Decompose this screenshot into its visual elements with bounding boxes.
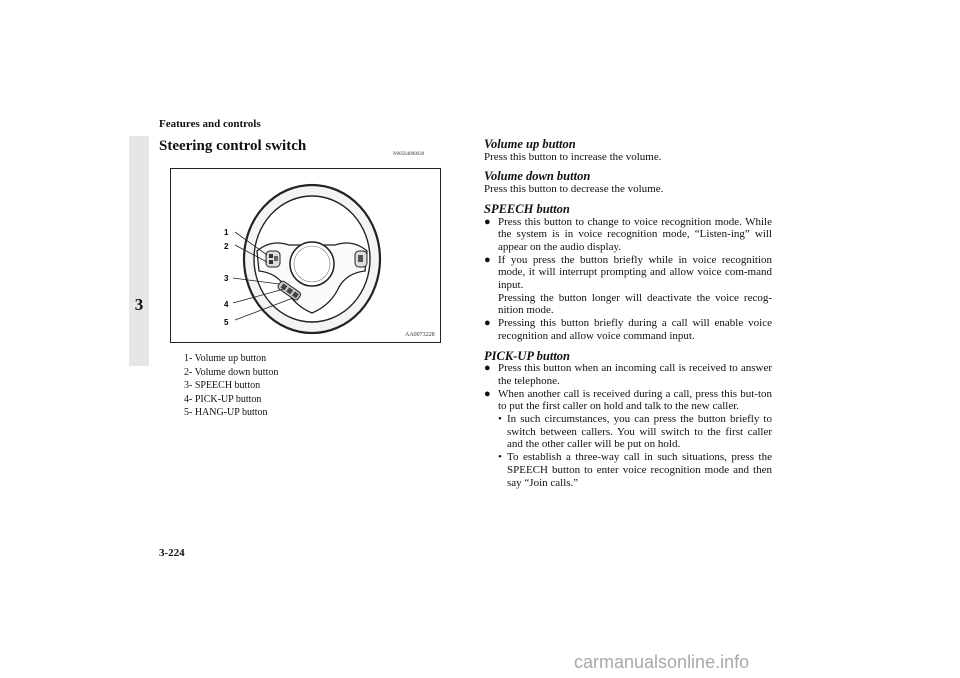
callout-2: 2 [224,242,229,251]
heading-volume-down: Volume down button [484,169,591,184]
pickup-sub-2: • To establish a three-way call in such situations, press the SPEECH button to enter voice recognition mode and then say “Join calls.” [498,451,772,489]
callout-5: 5 [224,318,229,327]
callout-4: 4 [224,300,229,309]
volume-down-text: Press this button to decrease the volume. [484,183,664,196]
pickup-sub-1: • In such circumstances, you can press the button briefly to switch between callers. You will switch to the first caller and the other caller will be put on hold. [498,413,772,451]
legend-item: 5- HANG-UP button [184,407,268,419]
doc-code: N00564000030 [393,152,425,157]
heading-pickup: PICK-UP button [484,348,571,363]
callout-3: 3 [224,274,229,283]
speech-bullet-1: ● Press this button to change to voice recognition mode. While the system is in voice recognition mode, “Listen-ing” will appear on the audio display. [484,215,772,253]
bullet-icon: ● [484,317,491,330]
bullet-icon: ● [484,362,491,375]
legend-item: 1- Volume up button [184,353,267,364]
pickup-bullet-2: ● When another call is received during a call, press this but-ton to put the first caller on hold and talk to the new caller. [484,387,772,413]
callout-1: 1 [224,228,229,237]
chapter-tab [129,136,149,366]
steering-wheel-illustration [171,169,440,342]
watermark: carmanualsonline.info [574,652,750,672]
speech-bullet-2: ● If you press the button briefly while in voice recognition mode, it will interrupt prompting and allow voice com-mand input. Pressing the button longer will deactivate the voice recog-nition mode. [484,253,772,317]
pickup-bullet-1: ● Press this button when an incoming call is received to answer the telephone. [484,362,772,387]
figure-id: AA0073228 [405,332,435,338]
page-title: Steering control switch [159,138,307,154]
figure-legend [184,352,278,420]
legend-item: 3- SPEECH button [184,380,261,392]
speech-bullet-3: ● Pressing this button briefly during a call will enable voice recognition and allow voice command input. [484,317,772,342]
sub-bullet-icon: • [498,413,502,426]
steering-wheel-figure [170,168,441,343]
legend-item: 4- PICK-UP button [184,393,262,405]
bullet-icon: ● [484,387,491,400]
page-number: 3-224 [159,547,185,559]
heading-volume-up: Volume up button [484,137,576,151]
bullet-icon: ● [484,253,491,266]
legend-item: 2- Volume down button [184,366,279,378]
right-column [484,138,772,489]
volume-up-text: Press this button to increase the volume. [484,150,662,163]
section-header: Features and controls [159,118,261,130]
chapter-number: 3 [134,295,144,314]
sub-bullet-icon: • [498,451,502,464]
bullet-icon: ● [484,215,491,228]
heading-speech: SPEECH button [484,201,570,216]
